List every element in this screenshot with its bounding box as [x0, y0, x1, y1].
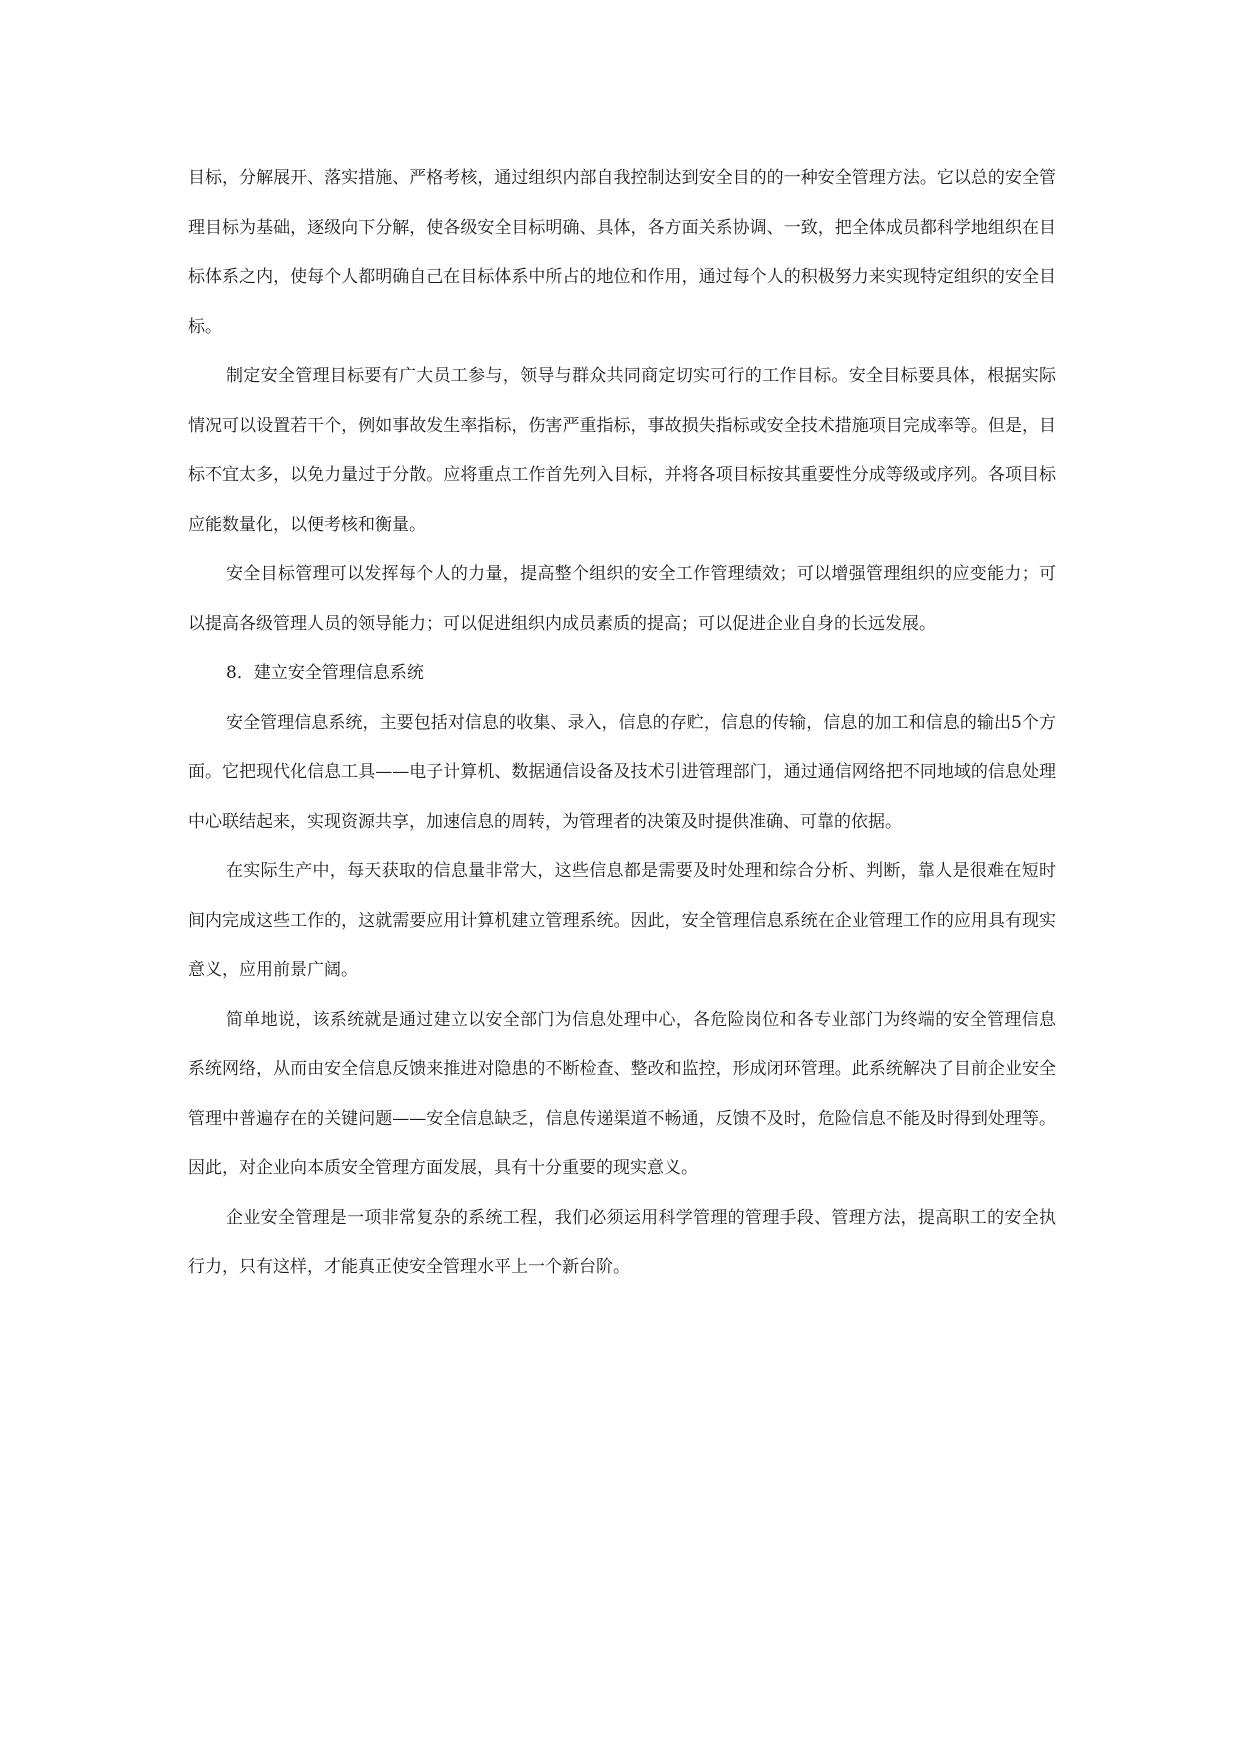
- paragraph-conclusion: 企业安全管理是一项非常复杂的系统工程，我们必须运用科学管理的管理手段、管理方法，提高职工的安全执行力，只有这样，才能真正使安全管理水平上一个新台阶。: [188, 1207, 1056, 1277]
- paragraph-info-system-need: 在实际生产中，每天获取的信息量非常大，这些信息都是需要及时处理和综合分析、判断，靠人是很难在短时间内完成这些工作的，这就需要应用计算机建立管理系统。因此，安全管理信息系统在企业管理工作的应用具有现实意义，应用前景广阔。: [188, 861, 1056, 980]
- paragraph-goal-definition: 目标，分解展开、落实措施、严格考核，通过组织内部自我控制达到安全目的的一种安全管理方法。它以总的安全管理目标为基础，逐级向下分解，使各级安全目标明确、具体，各方面关系协调、一致，把全体成员都科学地组织在目标体系之内，使每个人都明确自己在目标体系中所占的地位和作用，通过每个人的积极努力来实现特定组织的安全目标。: [188, 168, 1056, 337]
- paragraph-goal-benefits: 安全目标管理可以发挥每个人的力量，提高整个组织的安全工作管理绩效；可以增强管理组织的应变能力；可以提高各级管理人员的领导能力；可以促进组织内成员素质的提高；可以促进企业自身的长远发展。: [188, 564, 1056, 634]
- paragraph-info-system-overview: 安全管理信息系统，主要包括对信息的收集、录入，信息的存贮，信息的传输，信息的加工和信息的输出5个方面。它把现代化信息工具——电子计算机、数据通信设备及技术引进管理部门，通过通信网络把不同地域的信息处理中心联结起来，实现资源共享，加速信息的周转，为管理者的决策及时提供准确、可靠的依据。: [188, 712, 1056, 832]
- paragraph-info-system-network: 简单地说，该系统就是通过建立以安全部门为信息处理中心，各危险岗位和各专业部门为终端的安全管理信息系统网络，从而由安全信息反馈来推进对隐患的不断检查、整改和监控，形成闭环管理。此系统解决了目前企业安全管理中普遍存在的关键问题——安全信息缺乏，信息传递渠道不畅通，反馈不及时，危险信息不能及时得到处理等。因此，对企业向本质安全管理方面发展，具有十分重要的现实意义。: [188, 1009, 1056, 1178]
- paragraph-goal-setting: 制定安全管理目标要有广大员工参与，领导与群众共同商定切实可行的工作目标。安全目标要具体，根据实际情况可以设置若干个，例如事故发生率指标，伤害严重指标，事故损失指标或安全技术措施项目完成率等。但是，目标不宜太多，以免力量过于分散。应将重点工作首先列入目标，并将各项目标按其重要性分成等级或序列。各项目标应能数量化，以便考核和衡量。: [188, 366, 1056, 535]
- document-body: [188, 154, 1056, 1293]
- section-heading-info-system: 8．建立安全管理信息系统: [226, 663, 424, 683]
